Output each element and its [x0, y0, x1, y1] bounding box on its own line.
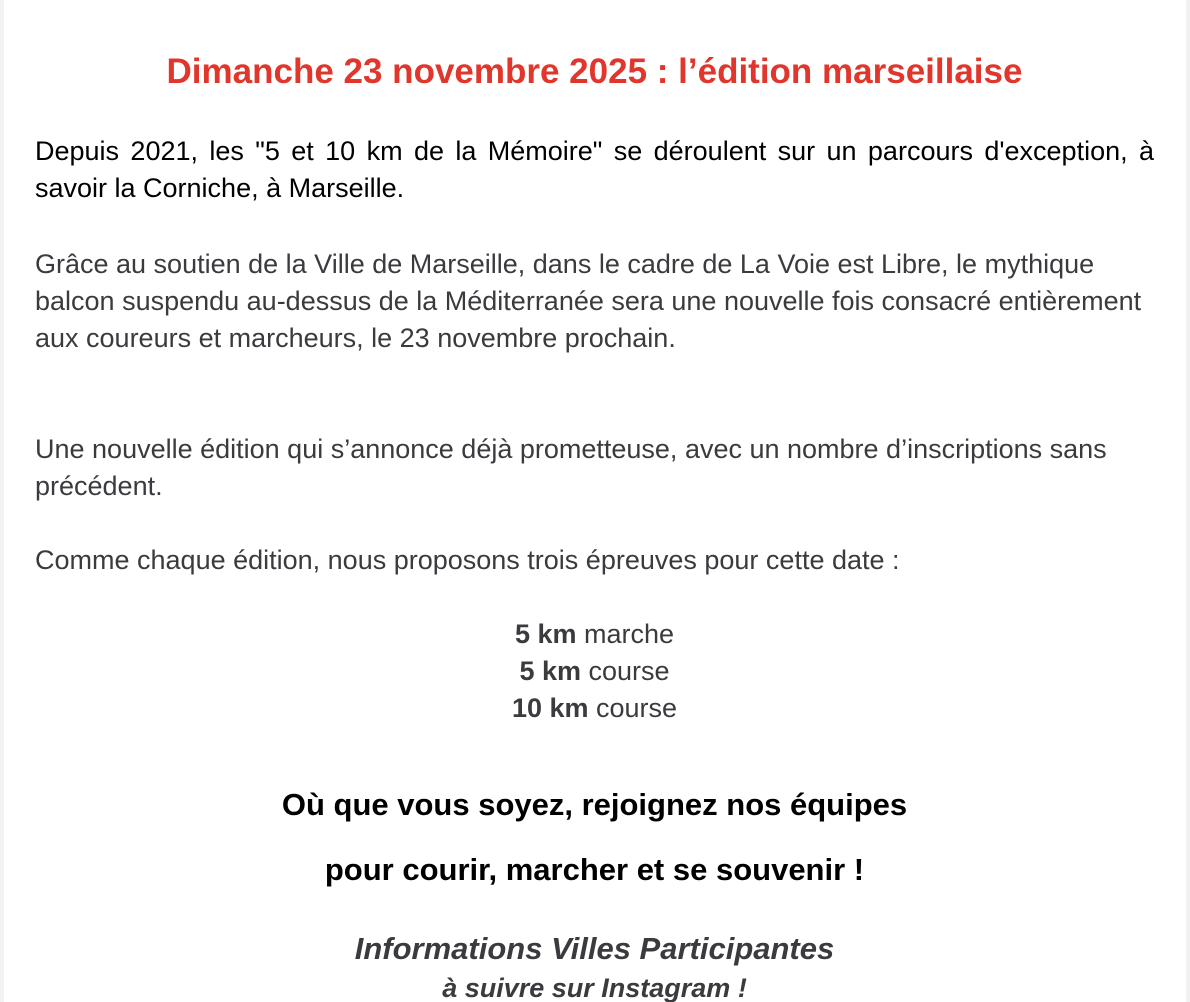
- call-to-action-line-2: pour courir, marcher et se souvenir !: [324, 852, 865, 887]
- event-item: [35, 616, 1154, 653]
- event-distance: 5 km: [519, 656, 581, 686]
- event-distance: 5 km: [514, 619, 577, 649]
- call-to-action-line-1: Où que vous soyez, rejoignez nos équipes: [281, 787, 908, 822]
- registrations-paragraph: Une nouvelle édition qui s’annonce déjà prometteuse, avec un nombre d’inscriptions sans précédent.: [35, 434, 1107, 501]
- info-title: Informations Villes Participantes: [354, 931, 835, 966]
- support-paragraph: Grâce au soutien de la Ville de Marseille, dans le cadre de La Voie est Libre, le mythique balcon suspendu au-dessus de la Méditerranée sera une nouvelle fois consacré entièrement aux coureurs et marcheurs, le 23 novembre prochain.: [35, 249, 1142, 353]
- event-item: [35, 690, 1154, 727]
- event-type: course: [588, 656, 670, 686]
- event-list: [35, 616, 1154, 727]
- event-headline: Dimanche 23 novembre 2025 : l’édition marseillaise: [166, 52, 1023, 91]
- instagram-link[interactable]: à suivre sur Instagram !: [442, 973, 747, 1002]
- right-edge-divider: [1186, 0, 1190, 1002]
- event-type: course: [596, 693, 678, 723]
- event-type: marche: [584, 619, 675, 649]
- intro-paragraph: Depuis 2021, les "5 et 10 km de la Mémoire" se déroulent sur un parcours d'exception, à savoir la Corniche, à Marseille.: [35, 136, 1154, 203]
- left-edge-divider: [0, 0, 4, 1002]
- event-item: [35, 653, 1154, 690]
- events-intro-paragraph: Comme chaque édition, nous proposons trois épreuves pour cette date :: [35, 545, 900, 575]
- event-distance: 10 km: [511, 693, 589, 723]
